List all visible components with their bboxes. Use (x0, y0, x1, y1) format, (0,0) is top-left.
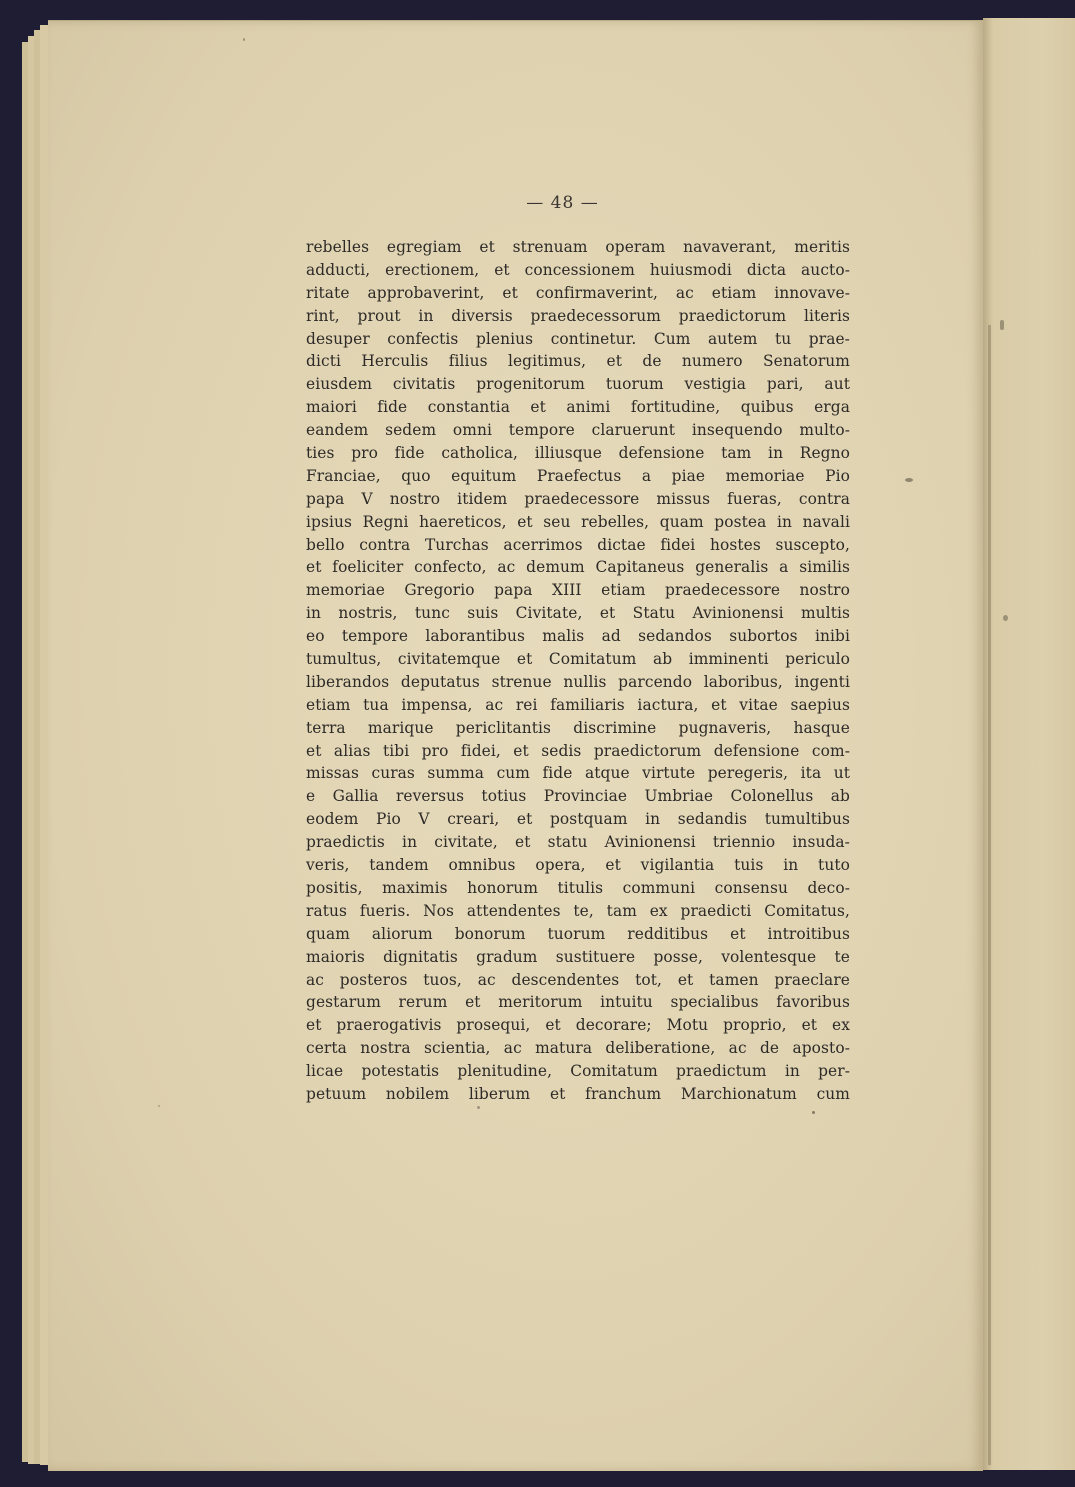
text-line: adducti, erectionem, et concessionem huiusmodi dicta aucto- (306, 260, 850, 279)
paper-speck (243, 38, 245, 41)
text-line: ratus fueris. Nos attendentes te, tam ex praedicti Comitatus, (306, 901, 850, 920)
text-line: et foeliciter confecto, ac demum Capitaneus generalis a similis (306, 558, 850, 577)
body-text (306, 236, 850, 1106)
text-line: terra marique periclitantis discrimine pugnaveris, hasque (306, 718, 850, 737)
text-line: eodem Pio V creari, et postquam in sedandis tumultibus (306, 810, 850, 829)
paper-speck (812, 1111, 815, 1114)
text-line: dicti Herculis filius legitimus, et de numero Senatorum (306, 352, 850, 371)
text-line: rebelles egregiam et strenuam operam navaverant, meritis (306, 238, 850, 256)
text-line: maioris dignitatis gradum sustituere posse, volentesque te (306, 947, 850, 966)
paper-speck (905, 478, 913, 482)
text-line: etiam tua impensa, ac rei familiaris iactura, et vitae saepius (306, 695, 850, 714)
text-line: ipsius Regni haereticos, et seu rebelles, quam postea in navali (306, 512, 850, 531)
text-line: et praerogativis prosequi, et decorare; Motu proprio, et ex (306, 1016, 850, 1035)
text-line: ac posteros tuos, ac descendentes tot, et tamen praeclare (306, 970, 850, 989)
text-line: rint, prout in diversis praedecessorum praedictorum literis (306, 306, 850, 325)
paper-speck (158, 1105, 160, 1107)
text-line: quam aliorum bonorum tuorum redditibus et introitibus (306, 924, 850, 943)
text-line: gestarum rerum et meritorum intuitu specialibus favoribus (306, 993, 850, 1012)
text-line: desuper confectis plenius continetur. Cum autem tu prae- (306, 329, 850, 348)
text-line: petuum nobilem liberum et franchum Marchionatum cum (306, 1084, 850, 1103)
facing-page-gutter-line (988, 325, 991, 1465)
text-line: Franciae, quo equitum Praefectus a piae memoriae Pio (306, 466, 850, 485)
text-line: licae potestatis plenitudine, Comitatum praedictum in per- (306, 1062, 850, 1081)
page-number: — 48 — (526, 193, 599, 213)
text-line: et alias tibi pro fidei, et sedis praedictorum defensione com- (306, 741, 850, 760)
text-line: papa V nostro itidem praedecessore missus fueras, contra (306, 489, 850, 508)
text-line: veris, tandem omnibus opera, et vigilantia tuis in tuto (306, 856, 850, 875)
text-line: bello contra Turchas acerrimos dictae fidei hostes suscepto, (306, 535, 850, 554)
text-line: eo tempore laborantibus malis ad sedandos subortos inibi (306, 627, 850, 646)
text-line: liberandos deputatus strenue nullis parcendo laboribus, ingenti (306, 672, 850, 691)
text-line: e Gallia reversus totius Provinciae Umbriae Colonellus ab (306, 787, 850, 806)
text-line: certa nostra scientia, ac matura deliberatione, ac de aposto- (306, 1039, 850, 1058)
text-line: missas curas summa cum fide atque virtute peregeris, ita ut (306, 764, 850, 783)
text-line: praedictis in civitate, et statu Avinionensi triennio insuda- (306, 833, 850, 852)
text-line: maiori fide constantia et animi fortitudine, quibus erga (306, 398, 850, 417)
text-line: ties pro fide catholica, illiusque defensione tam in Regno (306, 444, 850, 463)
text-line: in nostris, tunc suis Civitate, et Statu Avinionensi multis (306, 604, 850, 623)
text-line: positis, maximis honorum titulis communi consensu deco- (306, 878, 850, 897)
paper-speck (1000, 320, 1004, 330)
paper-speck (1003, 615, 1008, 621)
text-line: eandem sedem omni tempore claruerunt insequendo multo- (306, 421, 850, 440)
text-line: eiusdem civitatis progenitorum tuorum vestigia pari, aut (306, 375, 850, 394)
paper-speck (477, 1106, 480, 1109)
text-line: ritate approbaverint, et confirmaverint, ac etiam innovave- (306, 283, 850, 302)
text-line: tumultus, civitatemque et Comitatum ab imminenti periculo (306, 650, 850, 669)
text-line: memoriae Gregorio papa XIII etiam praedecessore nostro (306, 581, 850, 600)
facing-page-edge (983, 18, 1075, 1470)
